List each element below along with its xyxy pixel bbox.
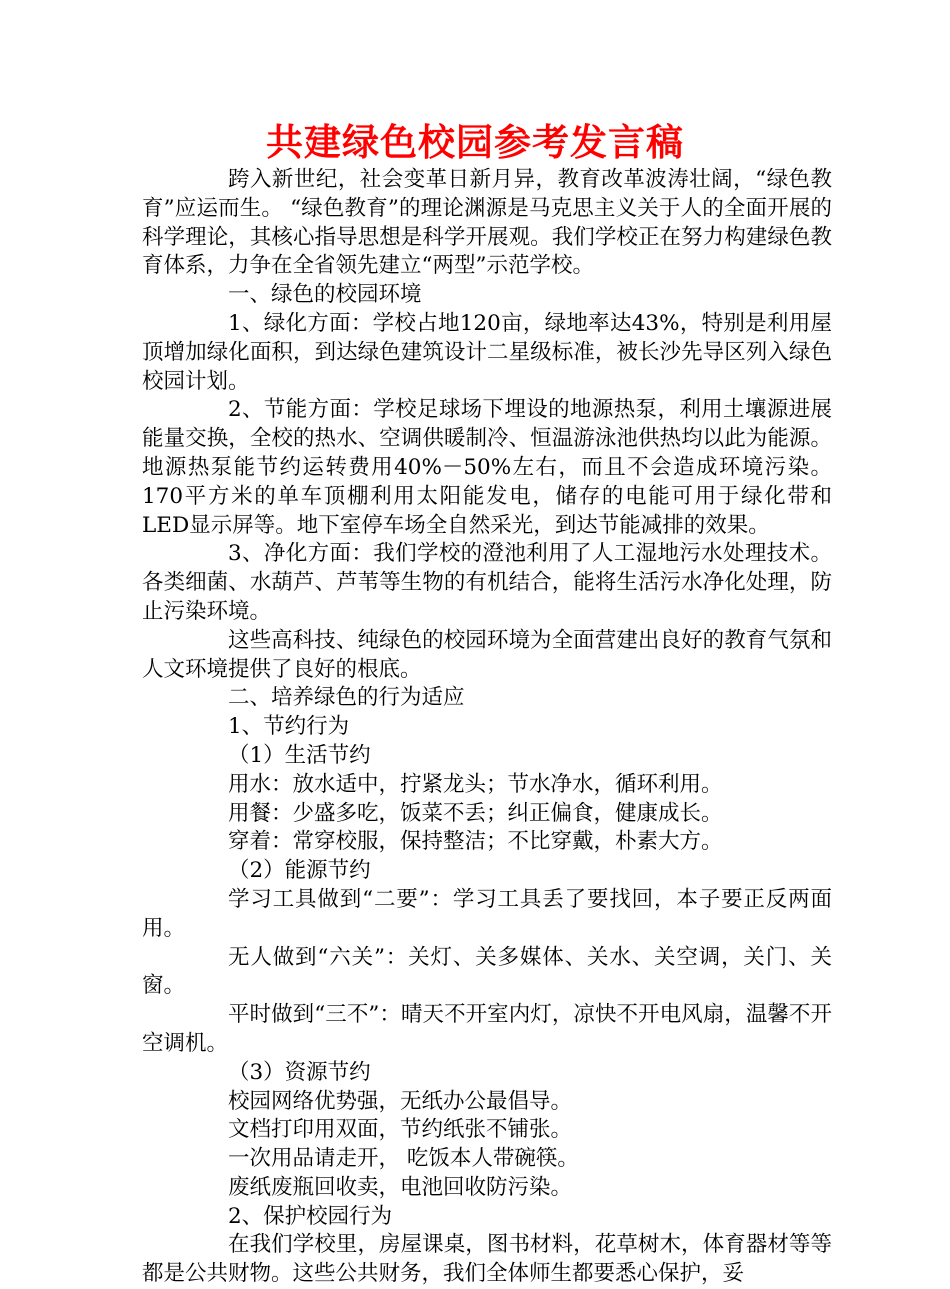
section-heading-1: 一、绿色的校园环境 xyxy=(228,282,422,308)
line-three-nots: 平时做到“三不”：晴天不开室内灯，凉快不开电风扇，温馨不开空调机。 xyxy=(142,1002,832,1056)
paragraph-greening: 1、绿化方面：学校占地120亩，绿地率达43%，特别是利用屋顶增加绿化面积，到达绿色建筑设计二星级标准，被长沙先导区列入绿色校园计划。 xyxy=(142,310,832,394)
paragraph-intro: 跨入新世纪，社会变革日新月异，教育改革波涛壮阔，“绿色教育”应运而生。 “绿色教育”的理论渊源是马克思主义关于人的全面开展的科学理论，其核心指导思想是科学开展观。我们学校正在努力构建绿色教育体系，力争在全省领先建立“两型”示范学校。 xyxy=(142,167,832,279)
subheading-life-saving: （1）生活节约 xyxy=(228,742,371,768)
line-disposables: 一次用品请走开， 吃饭本人带碗筷。 xyxy=(228,1146,579,1172)
document-body xyxy=(142,166,832,1289)
line-six-offs: 无人做到“六关”：关灯、关多媒体、关水、关空调，关门、关窗。 xyxy=(142,944,832,999)
paragraph-purification: 3、净化方面：我们学校的澄池利用了人工湿地污水处理技术。各类细菌、水葫芦、芦苇等生物的有机结合，能将生活污水净化处理，防止污染环境。 xyxy=(142,541,832,624)
line-water: 用水：放水适中，拧紧龙头；节水净水，循环利用。 xyxy=(228,771,723,797)
subheading-energy-saving: （2）能源节约 xyxy=(228,858,371,884)
line-meals: 用餐：少盛多吃，饭菜不丢；纠正偏食，健康成长。 xyxy=(228,800,723,826)
document-title: 共建绿色校园参考发言稿 xyxy=(266,121,684,164)
paragraph-energy: 2、节能方面：学校足球场下埋设的地源热泵，利用土壤源进展能量交换，全校的热水、空调供暖制冷、恒温游泳池供热均以此为能源。地源热泵能节约运转费用40%－50%左右，而且不会造成环境污染。170平方米的单车顶棚利用太阳能发电，储存的电能可用于绿化带和LED显示屏等。地下室停车场全自然采光，到达节能减排的效果。 xyxy=(142,397,832,538)
line-duplex-print: 文档打印用双面，节约纸张不铺张。 xyxy=(228,1117,573,1143)
subheading-saving-behavior: 1、节约行为 xyxy=(228,714,350,740)
subheading-protect-campus: 2、保护校园行为 xyxy=(228,1203,393,1229)
line-clothing: 穿着：常穿校服，保持整洁；不比穿戴，朴素大方。 xyxy=(228,829,723,855)
paragraph-public-property: 在我们学校里，房屋课桌，图书材料，花草树木，体育器材等等都是公共财物。这些公共财务，我们全体师生都要悉心保护，妥 xyxy=(142,1232,832,1287)
line-paperless: 校园网络优势强，无纸办公最倡导。 xyxy=(228,1088,573,1114)
line-two-musts: 学习工具做到“二要”：学习工具丢了要找回，本子要正反两面用。 xyxy=(142,886,832,941)
line-recycling: 废纸废瓶回收卖，电池回收防污染。 xyxy=(228,1174,573,1200)
subheading-resource-saving: （3）资源节约 xyxy=(228,1059,371,1085)
section-heading-2: 二、培养绿色的行为适应 xyxy=(228,685,465,711)
paragraph-environment-summary: 这些高科技、纯绿色的校园环境为全面营建出良好的教育气氛和人文环境提供了良好的根底。 xyxy=(142,627,832,682)
